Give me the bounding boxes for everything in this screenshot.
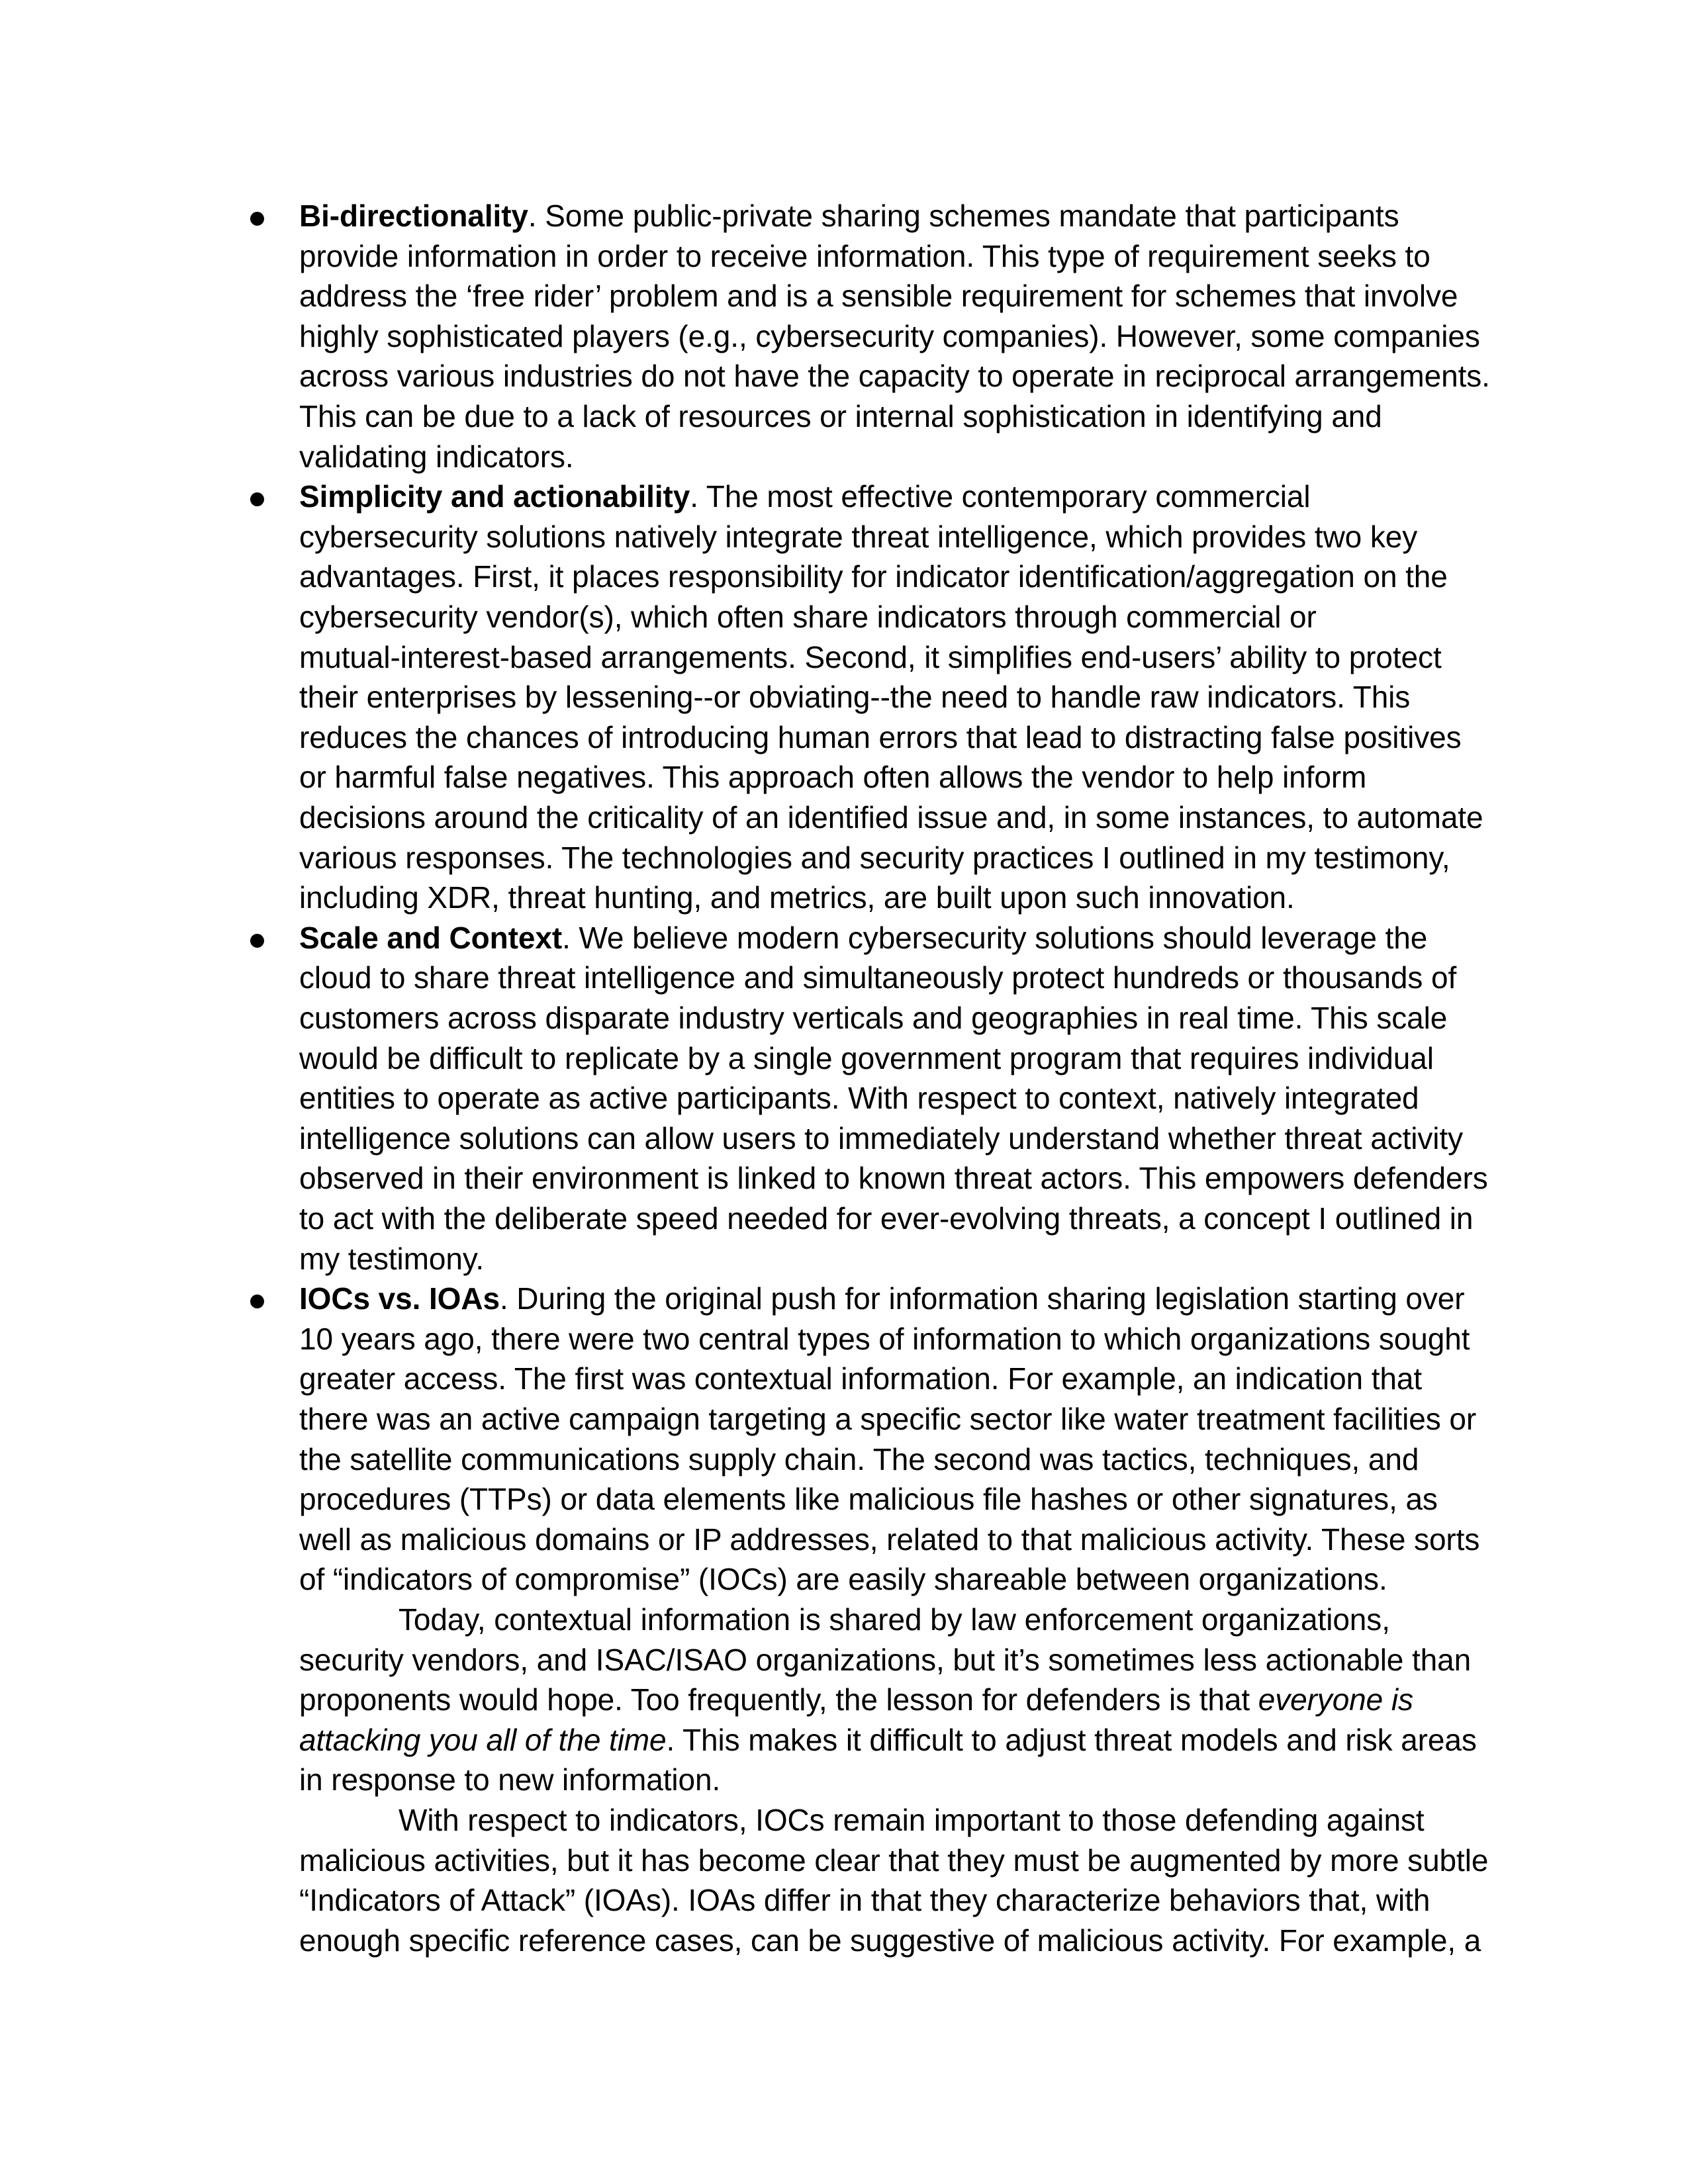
text-line: their enterprises by lessening--or obviating--the need to handle raw indicators. This [299,680,1411,715]
text-line: across various industries do not have the capacity to operate in reciprocal arrangements. [299,359,1490,394]
bullet-heading: Bi-directionality [299,199,528,233]
text-line: provide information in order to receive information. This type of requirement seeks to [299,238,1430,273]
text-line: . During the original push for information sharing legislation starting over [499,1281,1465,1316]
paragraph-today-first-line: Today, contextual information is shared by law enforcement organizations, [399,1602,1390,1637]
text-line: reduces the chances of introducing human errors that lead to distracting false positives [299,719,1462,754]
text-line: procedures (TTPs) or data elements like malicious file hashes or other signatures, as [299,1482,1438,1517]
text-line: observed in their environment is linked to known threat actors. This empowers defenders [299,1161,1488,1196]
text-line: . We believe modern cybersecurity solutions should leverage the [562,920,1428,955]
text-line: enough specific reference cases, can be suggestive of malicious activity. For example, a [299,1923,1481,1958]
text-line: in response to new information. [299,1762,721,1797]
text-line: decisions around the criticality of an identified issue and, in some instances, to automate [299,800,1483,835]
text-line: including XDR, threat hunting, and metrics, are built upon such innovation. [299,880,1295,915]
text-line: to act with the deliberate speed needed for ever-evolving threats, a concept I outlined in [299,1201,1474,1236]
bullet-icon [250,1295,264,1308]
text-line: highly sophisticated players (e.g., cybersecurity companies). However, some companies [299,318,1480,353]
text-line: cybersecurity vendor(s), which often share indicators through commercial or [299,600,1317,634]
emphasis-text: attacking you all of the time [299,1722,667,1757]
bullet-heading: IOCs vs. IOAs [299,1281,500,1316]
text-span: . This makes it difficult to adjust threat models and risk areas [666,1722,1477,1757]
emphasis-text: everyone is [1258,1682,1413,1717]
text-line: cybersecurity solutions natively integrate threat intelligence, which provides two key [299,519,1418,554]
text-line: the satellite communications supply chain. The second was tactics, techniques, and [299,1441,1419,1477]
bullet-heading: Simplicity and actionability [299,479,690,514]
text-line: intelligence solutions can allow users to immediately understand whether threat activity [299,1120,1464,1156]
text-line: customers across disparate industry verticals and geographies in real time. This scale [299,1001,1448,1035]
text-line: malicious activities, but it has become clear that they must be augmented by more subtle [299,1843,1489,1878]
text-span: proponents would hope. Too frequently, the lesson for defenders is that [299,1682,1258,1717]
text-line: or harmful false negatives. This approach often allows the vendor to help inform [299,760,1367,795]
text-line: there was an active campaign targeting a specific sector like water treatment facilities or [299,1402,1477,1436]
text-line: . Some public-private sharing schemes mandate that participants [528,199,1399,233]
text-line: advantages. First, it places responsibility for indicator identification/aggregation on the [299,559,1448,594]
bullet-item-simplicity-and-actionability [299,477,1310,517]
bullet-item-bi-directionality [299,196,1399,236]
text-line: This can be due to a lack of resources or internal sophistication in identifying and [299,399,1382,433]
text-line: mutual-interest-based arrangements. Second, it simplifies end-users’ ability to protect [299,639,1442,674]
text-line [299,1720,1477,1760]
bullet-item-scale-and-context [299,918,1427,958]
bullet-icon [250,492,264,506]
text-line: cloud to share threat intelligence and simultaneously protect hundreds or thousands of [299,960,1457,995]
text-line: validating indicators. [299,439,574,474]
text-line: my testimony. [299,1241,485,1276]
text-line: various responses. The technologies and security practices I outlined in my testimony, [299,840,1450,875]
text-line: “Indicators of Attack” (IOAs). IOAs differ in that they characterize behaviors that, with [299,1883,1430,1918]
text-line: greater access. The first was contextual information. For example, an indication that [299,1361,1423,1396]
bullet-heading: Scale and Context [299,920,563,955]
text-line: . The most effective contemporary commercial [690,479,1311,514]
text-line: of “indicators of compromise” (IOCs) are easily shareable between organizations. [299,1562,1387,1597]
text-line: security vendors, and ISAC/ISAO organizations, but it’s sometimes less actionable than [299,1642,1472,1677]
text-line: entities to operate as active participants. With respect to context, natively integrated [299,1081,1419,1116]
text-line: 10 years ago, there were two central types of information to which organizations sought [299,1321,1470,1356]
text-line: would be difficult to replicate by a single government program that requires individual [299,1040,1434,1075]
bullet-icon [250,934,264,948]
bullet-item-iocs-vs-ioas [299,1279,1464,1319]
paragraph-indicators-first-line: With respect to indicators, IOCs remain important to those defending against [399,1803,1425,1837]
bullet-icon [250,212,264,226]
text-line: address the ‘free rider’ problem and is a sensible requirement for schemes that involve [299,279,1458,314]
text-line [299,1680,1413,1720]
text-line: well as malicious domains or IP addresses, related to that malicious activity. These sorts [299,1522,1480,1557]
